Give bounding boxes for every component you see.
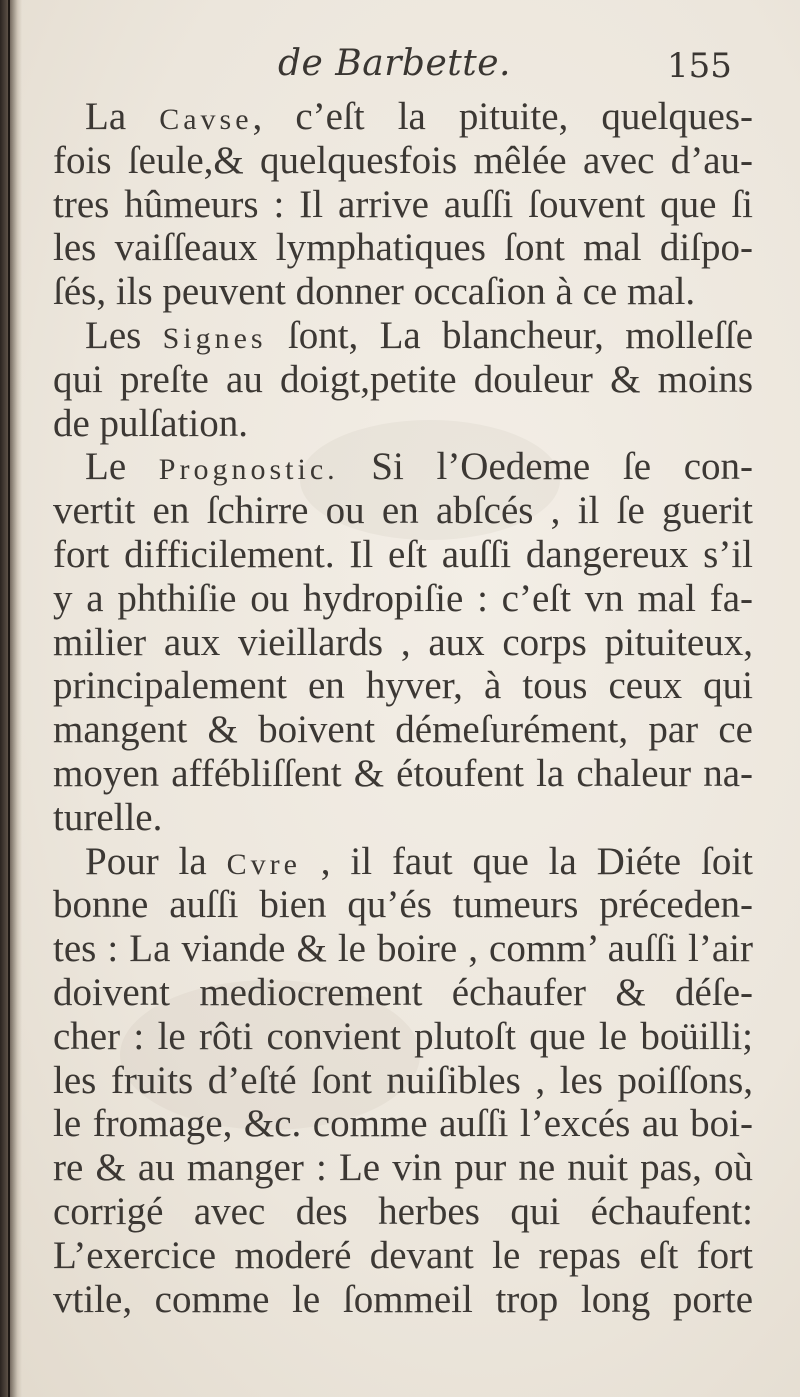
cause-lead: La bbox=[85, 95, 160, 138]
text-line: tres hûmeurs : Il arrive auſſi ſouvent que ſi bbox=[53, 182, 753, 226]
prognostic-rest: Si l’Oedeme ſe con- bbox=[338, 445, 753, 489]
text-line: vtile, comme le ſommeil trop long porte bbox=[53, 1277, 753, 1321]
cure-lead: Pour la bbox=[85, 839, 227, 883]
cause-rest: , c’eſt la pituite, quelques- bbox=[252, 95, 753, 138]
text-line: milier aux vieillards , aux corps pituiteux, bbox=[53, 620, 753, 664]
text-line: corrigé avec des herbes qui échaufent: bbox=[53, 1189, 753, 1233]
text-line: principalement en hyver, à tous ceux qui bbox=[53, 664, 753, 708]
text-line: les vaiſſeaux lymphatiques ſont mal diſpo- bbox=[53, 226, 753, 270]
text-line: vertit en ſchirre ou en abſcés , il ſe guerit bbox=[53, 489, 753, 533]
text-line: ſés, ils peuvent donner occaſion à ce mal. bbox=[53, 270, 696, 314]
text-line: moyen affébliſſent & étoufent la chaleur na- bbox=[53, 751, 753, 795]
text-line-signes-start bbox=[53, 314, 753, 358]
text-line: de pulſation. bbox=[53, 401, 248, 445]
page-number: 155 bbox=[667, 46, 732, 86]
prognostic-heading: Prognostic. bbox=[158, 453, 339, 487]
text-line-cure-start bbox=[53, 840, 753, 884]
cause-heading: Cavse bbox=[159, 103, 253, 136]
text-line: cher : le rôti convient plutoſt que le boüilli; bbox=[53, 1014, 753, 1058]
prognostic-lead: Le bbox=[85, 445, 159, 489]
signes-rest: ſont, La blancheur, molleſſe bbox=[266, 313, 754, 357]
page-header bbox=[0, 42, 800, 92]
binding-edge-line bbox=[8, 0, 10, 1397]
text-line: mangent & boivent démeſurément, par ce bbox=[53, 708, 753, 752]
text-line-cause-start bbox=[53, 95, 753, 139]
text-line: re & au manger : Le vin pur ne nuit pas, où bbox=[53, 1146, 753, 1190]
text-line: fort difficilement. Il eſt auſſi dangereux s’il bbox=[53, 532, 753, 576]
text-line: turelle. bbox=[53, 795, 163, 839]
signes-lead: Les bbox=[85, 313, 163, 357]
text-line: y a phthiſie ou hydropiſie : c’eſt vn mal fa- bbox=[53, 576, 753, 620]
text-line: fois ſeule,& quelquesfois mêlée avec d’au- bbox=[53, 138, 753, 182]
text-line: L’exercice moderé devant le repas eſt fort bbox=[53, 1233, 753, 1277]
body-text bbox=[53, 95, 753, 1321]
text-line: les fruits d’eſté ſont nuiſibles , les poiſſons, bbox=[53, 1058, 753, 1102]
cure-heading: Cvre bbox=[226, 847, 301, 881]
text-line: qui preſte au doigt,petite douleur & moins bbox=[53, 357, 753, 401]
text-line: bonne auſſi bien qu’és tumeurs préceden- bbox=[53, 883, 753, 927]
text-line: doivent mediocrement échaufer & déſe- bbox=[53, 970, 753, 1014]
cure-rest: , il faut que la Diéte ſoit bbox=[300, 839, 753, 883]
binding-gutter bbox=[0, 0, 22, 1397]
text-line: tes : La viande & le boire , comm’ auſſi l’air bbox=[53, 927, 753, 971]
text-line-prognostic-start bbox=[53, 445, 753, 489]
running-title: de Barbette. bbox=[278, 43, 511, 84]
text-line: le fromage, &c. comme auſſi l’excés au boi- bbox=[53, 1102, 753, 1146]
signes-heading: Signes bbox=[162, 321, 267, 355]
